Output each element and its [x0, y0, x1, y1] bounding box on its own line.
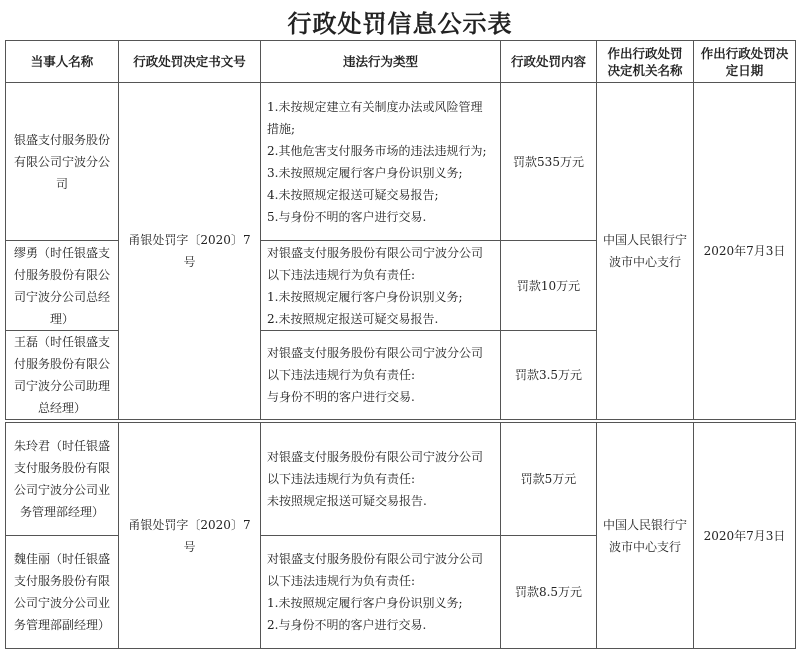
violation-item: 对银盛支付服务股份有限公司宁波分公司以下违法违规行为负有责任:: [267, 450, 484, 486]
header-party: 当事人名称: [6, 41, 119, 83]
violation-item: 5.与身份不明的客户进行交易.: [267, 209, 427, 224]
violation-item: 2.未按照规定报送可疑交易报告.: [267, 311, 439, 326]
violation-item: 2.其他危害支付服务市场的违法违规行为;: [267, 143, 487, 158]
header-date: 作出行政处罚决定日期: [694, 41, 796, 83]
violations: [261, 83, 501, 241]
violation-item: 4.未按照规定报送可疑交易报告;: [267, 187, 439, 202]
violation-item: 1.未按照规定履行客户身份识别义务;: [267, 596, 463, 610]
decision-date: 2020年7月3日: [694, 83, 796, 420]
party-name: 朱玲君（时任银盛支付服务股份有限公司宁波分公司业务管理部经理）: [6, 423, 119, 536]
party-name: 缪勇（时任银盛支付服务股份有限公司宁波分公司总经理）: [6, 241, 119, 331]
header-doc-no: 行政处罚决定书文号: [119, 41, 261, 83]
penalty: 罚款8.5万元: [501, 536, 597, 649]
authority: 中国人民银行宁波市中心支行: [597, 83, 694, 420]
violation-item: 与身份不明的客户进行交易.: [267, 390, 415, 404]
violations: [261, 536, 501, 649]
violation-item: 1.未按照规定履行客户身份识别义务;: [267, 289, 463, 304]
doc-number: 甬银处罚字〔2020〕7号: [119, 423, 261, 649]
doc-number: 甬银处罚字〔2020〕7号: [119, 83, 261, 420]
decision-date: 2020年7月3日: [694, 423, 796, 649]
header-penalty: 行政处罚内容: [501, 41, 597, 83]
party-name: 魏佳丽（时任银盛支付服务股份有限公司宁波分公司业务管理部副经理）: [6, 536, 119, 649]
table-row: [6, 83, 796, 241]
violation-item: 1.未按规定建立有关制度办法或风险管理措施;: [267, 99, 483, 136]
authority: 中国人民银行宁波市中心支行: [597, 423, 694, 649]
violation-item: 未按照规定报送可疑交易报告.: [267, 494, 427, 508]
penalty-table-2: [5, 422, 796, 649]
violation-item: 对银盛支付服务股份有限公司宁波分公司以下违法违规行为负有责任:: [267, 245, 484, 282]
header-row: [6, 41, 796, 83]
violations: [261, 423, 501, 536]
party-name: 王磊（时任银盛支付服务股份有限公司宁波分公司助理总经理）: [6, 331, 119, 420]
penalty: 罚款10万元: [501, 241, 597, 331]
penalty: 罚款535万元: [501, 83, 597, 241]
violation-item: 对银盛支付服务股份有限公司宁波分公司以下违法违规行为负有责任:: [267, 346, 484, 382]
violation-item: 2.与身份不明的客户进行交易.: [267, 618, 427, 632]
header-authority: 作出行政处罚决定机关名称: [597, 41, 694, 83]
table-row: [6, 423, 796, 536]
page-title: 行政处罚信息公示表: [287, 10, 513, 38]
penalty: 罚款3.5万元: [501, 331, 597, 420]
header-violation: 违法行为类型: [261, 41, 501, 83]
violation-item: 对银盛支付服务股份有限公司宁波分公司以下违法违规行为负有责任:: [267, 552, 484, 588]
party-name: 银盛支付服务股份有限公司宁波分公司: [6, 83, 119, 241]
violation-item: 3.未按照规定履行客户身份识别义务;: [267, 165, 463, 180]
penalty: 罚款5万元: [501, 423, 597, 536]
violations: [261, 331, 501, 420]
violations: [261, 241, 501, 331]
penalty-table-1: [5, 40, 796, 420]
